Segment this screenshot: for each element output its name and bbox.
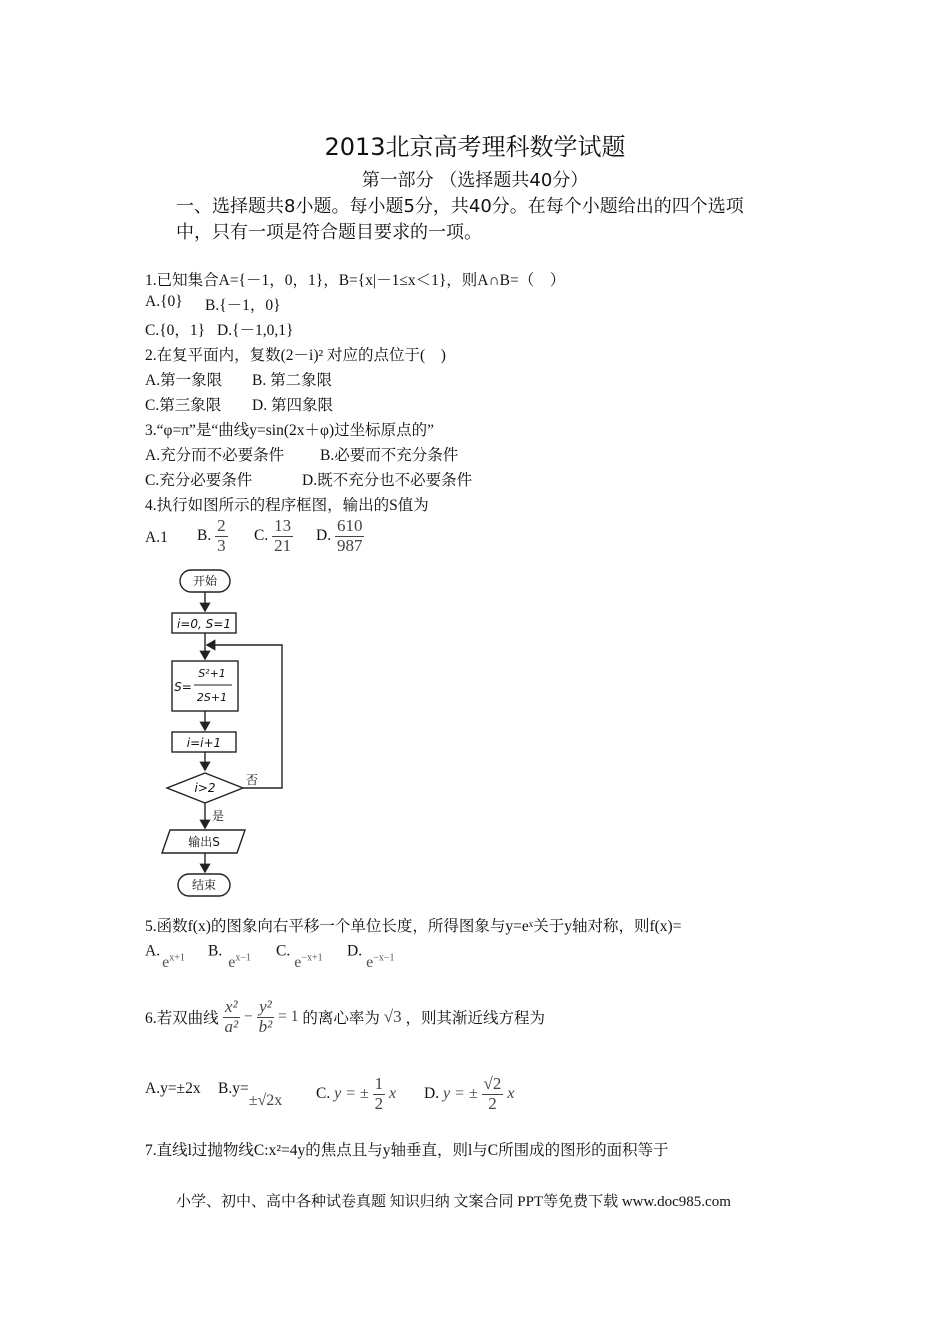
q2-option-b: B. 第二象限 (252, 372, 333, 389)
q6-option-c-fraction (373, 1075, 386, 1113)
q6-option-a: A.y=±2x (145, 1080, 201, 1097)
flowchart-condition-text: i>2 (194, 781, 216, 795)
q6-sqrt3: √3 (383, 1007, 402, 1027)
q5-option-b-exp: x−1 (235, 953, 251, 964)
q6-option-c-pre: y = ± (334, 1085, 369, 1103)
q6-eq-a: a² (224, 1016, 239, 1036)
q4-option-c-den: 21 (274, 535, 292, 555)
q6-option-c-label: C. (316, 1085, 331, 1103)
q6-stem-mid: 的离心率为 (302, 1010, 380, 1028)
q5-stem: 5.函数f(x)的图象向右平移一个单位长度，所得图象与y=eˣ关于y轴对称，则f(x)= (145, 918, 682, 935)
q6-eq-y: y² (257, 998, 275, 1018)
q4-option-d (316, 517, 364, 555)
flowchart-init-text: i=0, S=1 (177, 617, 231, 631)
q6-option-c (316, 1075, 396, 1113)
flowchart-update-num: S²+1 (198, 667, 226, 680)
q4-option-d-label: D. (316, 527, 332, 545)
q5-base-b: e (228, 954, 236, 972)
instructions-line-1: 一、选择题共8小题。每小题5分，共40分。在每个小题给出的四个选项 (176, 196, 744, 217)
page-title: 2013北京高考理科数学试题 (324, 133, 626, 161)
q6-option-b (218, 1080, 283, 1109)
flowchart-yes-label: 是 (211, 809, 225, 823)
q4-option-d-den: 987 (336, 535, 363, 555)
q3-option-d: D.既不充分也不必要条件 (302, 472, 473, 489)
q6-option-d-pre: y = ± (442, 1085, 478, 1103)
q5-option-c-exp: −x+1 (301, 953, 323, 964)
q4-stem: 4.执行如图所示的程序框图，输出的S值为 (145, 497, 429, 514)
q6-y-fraction (257, 998, 275, 1036)
q5-option-d-label: D. (347, 942, 363, 960)
q4-option-c-num: 13 (274, 516, 292, 535)
q6-eq-x: x² (223, 998, 241, 1018)
q3-option-b: B.必要而不充分条件 (320, 447, 459, 464)
q6-stem (145, 998, 545, 1036)
q6-eq-b: b² (258, 1016, 273, 1036)
q6-eq-rhs: = 1 (278, 1008, 299, 1026)
program-flowchart (150, 562, 300, 907)
q5-option-a-exp: x+1 (169, 953, 185, 964)
q2-option-a: A.第一象限 (145, 372, 223, 389)
q4-option-b-den: 3 (217, 535, 226, 555)
q4-option-c (254, 517, 293, 555)
q1-stem: 1.已知集合A={－1，0，1}，B={x|－1≤x＜1}，则A∩B=（ ） (145, 272, 566, 289)
q2-stem: 2.在复平面内，复数(2－i)² 对应的点位于( ) (145, 347, 446, 364)
q4-option-b (197, 517, 228, 555)
q1-option-c: C.{0，1} (145, 322, 206, 339)
q3-option-c: C.充分必要条件 (145, 472, 253, 489)
flowchart-output-text: 输出S (188, 835, 220, 849)
q4-option-c-label: C. (254, 527, 269, 545)
flowchart-increment-text: i=i+1 (186, 736, 222, 750)
flowchart-start-text: 开始 (192, 574, 218, 588)
q6-option-b-expr: ±√2x (248, 1092, 283, 1109)
page-footer: 小学、初中、高中各种试卷真题 知识归纳 文案合同 PPT等免费下载 www.doc985.com (176, 1194, 731, 1210)
q1-option-b: B.{－1，0} (205, 297, 281, 314)
q4-option-b-label: B. (197, 527, 212, 545)
q1-option-a: A.{0} (145, 293, 183, 310)
q6-option-c-post: x (389, 1085, 397, 1103)
q6-stem-post: ，则其渐近线方程为 (405, 1010, 545, 1028)
q4-option-b-num: 2 (217, 516, 226, 535)
q7-stem: 7.直线l过抛物线C:x²=4y的焦点且与y轴垂直，则l与C所围成的图形的面积等于 (145, 1142, 669, 1159)
section-subtitle: 第一部分 （选择题共40分） (361, 170, 589, 191)
q5-option-a (145, 941, 185, 972)
q5-option-b-label: B. (208, 942, 223, 960)
q6-option-d-fraction (482, 1075, 504, 1113)
q6-eq-minus: − (244, 1008, 253, 1026)
q5-option-a-label: A. (145, 942, 161, 960)
q2-option-c: C.第三象限 (145, 397, 222, 414)
q5-option-b (208, 941, 251, 972)
q6-option-d-num: √2 (483, 1074, 502, 1093)
flowchart-end-text: 结束 (191, 878, 217, 892)
q5-option-c (276, 941, 323, 972)
q6-stem-pre: 6.若双曲线 (145, 1010, 219, 1028)
flowchart-update-lhs: S= (174, 680, 192, 694)
q5-option-c-label: C. (276, 942, 291, 960)
q4-option-b-fraction (215, 517, 228, 555)
q6-option-d-post: x (507, 1085, 515, 1103)
q3-stem: 3.“φ=π”是“曲线y=sin(2x＋φ)过坐标原点的” (145, 422, 435, 439)
flowchart-update-den: 2S+1 (196, 691, 228, 704)
q6-option-c-den: 2 (374, 1093, 384, 1113)
q1-option-d: D.{－1,0,1} (217, 322, 294, 339)
q5-option-d-exp: −x−1 (373, 953, 395, 964)
q6-option-d (424, 1075, 514, 1113)
q5-option-d (347, 941, 395, 972)
q6-option-c-num: 1 (374, 1074, 384, 1093)
q4-option-d-fraction (335, 517, 365, 555)
q4-option-d-num: 610 (336, 516, 363, 535)
q6-option-b-label: B.y= (218, 1080, 249, 1097)
q6-x-fraction (223, 998, 241, 1036)
q6-option-d-den: 2 (488, 1093, 497, 1113)
flowchart-no-label: 否 (245, 773, 259, 787)
q6-option-d-label: D. (424, 1085, 440, 1103)
q5-base-a: e (162, 954, 170, 972)
q4-option-a: A.1 (145, 529, 168, 546)
q4-option-c-fraction (272, 517, 293, 555)
q5-base-d: e (366, 954, 374, 972)
q5-base-c: e (294, 954, 302, 972)
q2-option-d: D. 第四象限 (252, 397, 333, 414)
instructions-line-2: 中，只有一项是符合题目要求的一项。 (176, 222, 482, 243)
q3-option-a: A.充分而不必要条件 (145, 447, 285, 464)
